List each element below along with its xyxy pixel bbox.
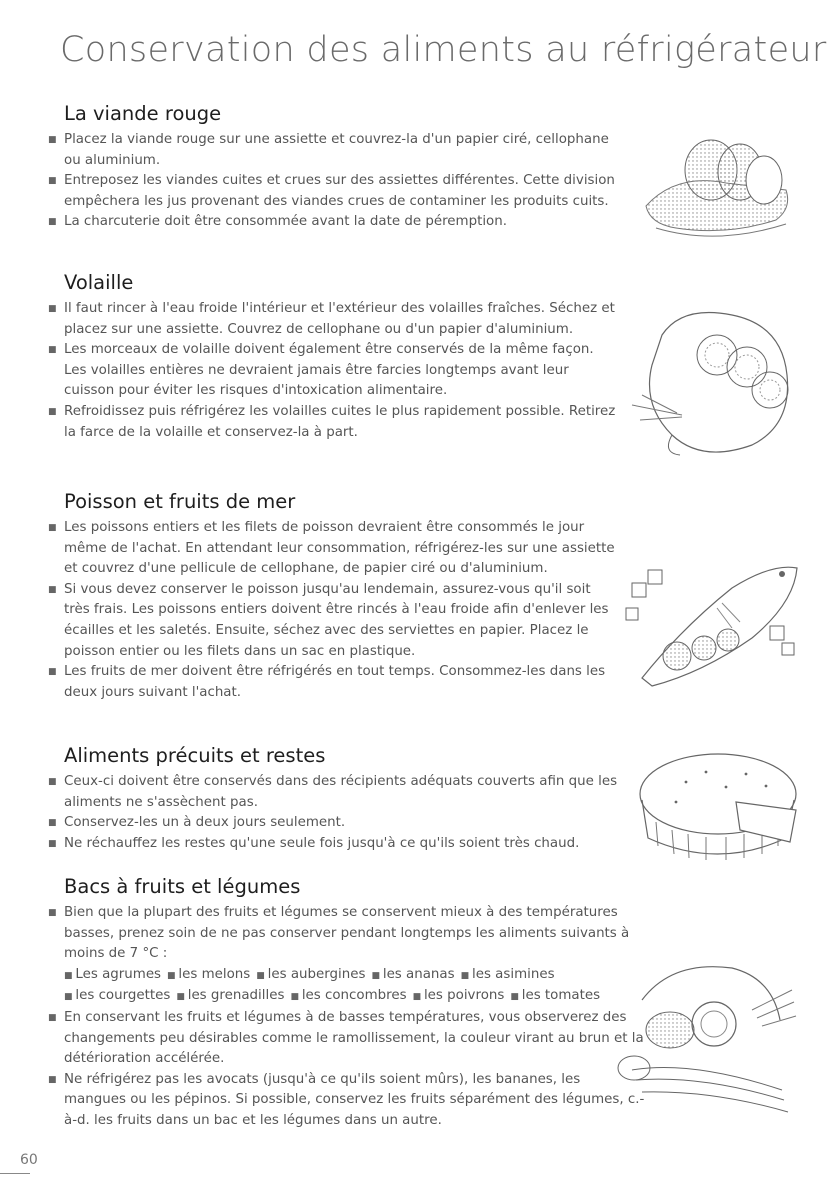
produce-item: ■ les grenadilles (176, 988, 284, 1003)
list-item: ■ Refroidissez puis réfrigérez les volailles cuites le plus rapidement possible. Retirez la farce de la volaille et conservez-la à part. (46, 402, 616, 443)
page-number: 60 (20, 1152, 38, 1168)
produce-item: ■ les concombres (290, 988, 406, 1003)
bullet-list (46, 518, 616, 703)
bullet-list (46, 299, 616, 443)
list-item: ■ La charcuterie doit être consommée avant la date de péremption. (46, 212, 626, 233)
produce-item: ■ les courgettes (64, 988, 170, 1003)
section-fish (46, 490, 616, 703)
produce-item: ■ les aubergines (256, 967, 365, 982)
list-item: ■ Les fruits de mer doivent être réfrigérés en tout temps. Consommez-les dans les deux jours suivant l'achat. (46, 662, 616, 703)
list-item: ■ Ceux-ci doivent être conservés dans des récipients adéquats couverts afin que les aliments ne s'assèchent pas. (46, 772, 646, 813)
meat-illustration-icon (636, 128, 796, 240)
vegetables-illustration-icon (612, 950, 802, 1150)
bullet-list (46, 130, 626, 233)
list-item (46, 903, 646, 1008)
list-item: ■ Si vous devez conserver le poisson jusqu'au lendemain, assurez-vous qu'il soit très frais. Les poissons entiers doivent être rincés à l'eau froide afin d'enlever les écailles et les saletés. Ensuite, séchez avec des serviettes en papier. Placez le poisson entier ou les filets dans un sac en plastique. (46, 580, 616, 662)
produce-item: ■ les ananas (371, 967, 454, 982)
list-item: ■ Entreposez les viandes cuites et crues sur des assiettes différentes. Cette division empêchera les jus provenant des viandes crues de contaminer les produits cuits. (46, 171, 626, 212)
bullet-list (46, 772, 646, 854)
produce-line-2 (64, 986, 646, 1008)
produce-item: ■ les asimines (461, 967, 555, 982)
list-item: ■ Conservez-les un à deux jours seulement. (46, 813, 646, 834)
quiche-illustration-icon (636, 742, 804, 862)
section-heading: Poisson et fruits de mer (64, 490, 296, 513)
section-heading: Bacs à fruits et légumes (64, 875, 301, 898)
crop-mark (0, 1173, 30, 1174)
list-item: ■ Ne réfrigérez pas les avocats (jusqu'à ce qu'ils soient mûrs), les bananes, les mangues ou les pépinos. Si possible, conservez les fruits séparément des légumes, c.-à-d. les fruits dans un bac et les légumes dans un autre. (46, 1070, 646, 1132)
section-red-meat (46, 102, 626, 233)
produce-line-1 (64, 965, 646, 987)
list-item: ■ Les morceaux de volaille doivent également être conservés de la même façon. Les volailles entières ne devraient jamais être farcies longtemps avant leur cuisson pour éviter les risques d'intoxication alimentaire. (46, 340, 616, 402)
poultry-illustration-icon (622, 295, 802, 463)
section-poultry (46, 271, 616, 443)
section-heading: Volaille (64, 271, 134, 294)
list-item: ■ Il faut rincer à l'eau froide l'intérieur et l'extérieur des volailles fraîches. Séchez et placez sur une assiette. Couvrez de cellophane ou d'un papier d'aluminium. (46, 299, 616, 340)
section-heading: Aliments précuits et restes (64, 744, 326, 767)
fish-illustration-icon (622, 548, 807, 688)
produce-item: ■ les tomates (510, 988, 600, 1003)
list-item: ■ Placez la viande rouge sur une assiette et couvrez-la d'un papier ciré, cellophane ou aluminium. (46, 130, 626, 171)
section-heading: La viande rouge (64, 102, 222, 125)
intro-text: Bien que la plupart des fruits et légumes se conservent mieux à des températures basses, prenez soin de ne pas conserver pendant longtemps les aliments suivants à moins de 7 °C : (64, 905, 630, 962)
list-item: ■ Les poissons entiers et les filets de poisson devraient être consommés le jour même de l'achat. En attendant leur consommation, réfrigérez-les sur une assiette et couvrez d'une pellicule de cellophane, de papier ciré ou d'aluminium. (46, 518, 616, 580)
list-item: ■ Ne réchauffez les restes qu'une seule fois jusqu'à ce qu'ils soient très chaud. (46, 834, 646, 855)
page-title: Conservation des aliments au réfrigérateur (60, 30, 827, 70)
bullet-list (46, 903, 646, 1132)
produce-item: ■ Les agrumes (64, 967, 161, 982)
section-leftovers (46, 744, 646, 854)
section-crisper (46, 875, 646, 1132)
produce-item: ■ les poivrons (413, 988, 505, 1003)
produce-item: ■ les melons (167, 967, 250, 982)
list-item: ■ En conservant les fruits et légumes à de basses températures, vous observerez des changements peu désirables comme le ramollissement, la couleur virant au brun et la détérioration accélérée. (46, 1008, 646, 1070)
